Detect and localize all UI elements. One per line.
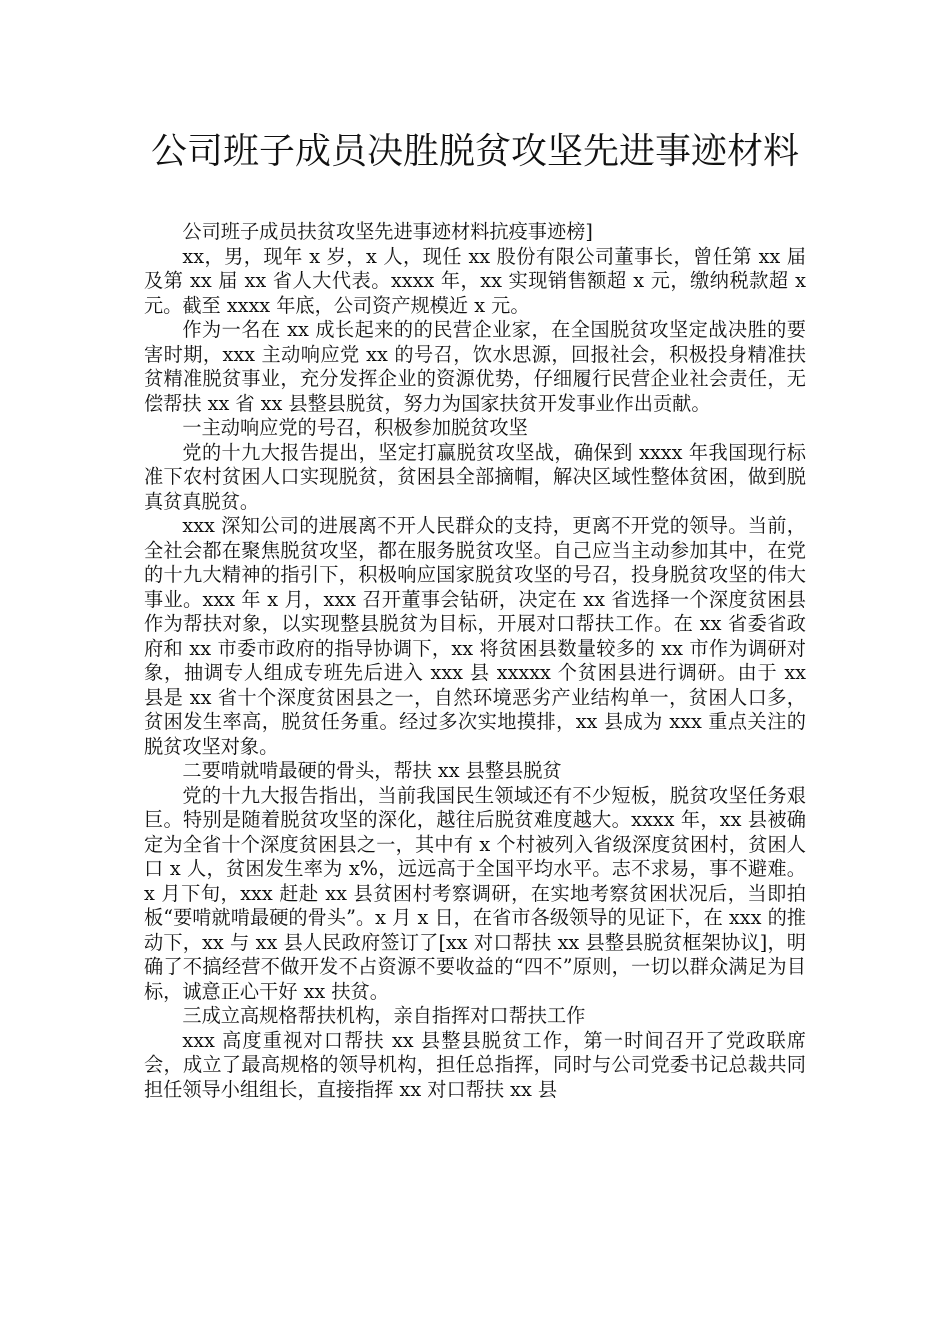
paragraph-overview: 作为一名在 xx 成长起来的的民营企业家，在全国脱贫攻坚定战决胜的要害时期，xxx 主动响应党 xx 的号召，饮水思源，回报社会，积极投身精准扶贫精准脱贫事业，充分发挥企业的资源优势，仔细履行民营企业社会责任，无偿帮扶 xx 省 xx 县整县脱贫，努力为国家扶贫开发事业作出贡献。	[144, 318, 806, 415]
section-heading-2: 二要啃就啃最硬的骨头，帮扶 xx 县整县脱贫	[182, 759, 562, 782]
paragraph-section-1a: 党的十九大报告提出，坚定打赢脱贫攻坚战，确保到 xxxx 年我国现行标准下农村贫困人口实现脱贫，贫困县全部摘帽，解决区域性整体贫困，做到脱真贫真脱贫。	[144, 440, 806, 513]
document-title: 公司班子成员决胜脱贫攻坚先进事迹材料	[150, 131, 799, 172]
document-body	[144, 220, 806, 1102]
paragraph-section-2: 党的十九大报告指出，当前我国民生领域还有不少短板，脱贫攻坚任务艰巨。特别是随着脱贫攻坚的深化，越往后脱贫难度越大。xxxx 年，xx 县被确定为全省十个深度贫困县之一，其中有 x 个村被列入省级深度贫困村，贫困人口 x 人，贫困发生率为 x%，远远高于全国平均水平。志不求易，事不避难。x 月下旬，xxx 赶赴 xx 县贫困村考察调研，在实地考察贫困状况后，当即拍板“要啃就啃最硬的骨头”。x 月 x 日，在省市各级领导的见证下，在 xxx 的推动下，xx 与 xx 县人民政府签订了[xx 对口帮扶 xx 县整县脱贫框架协议]，明确了不搞经营不做开发不占资源不要收益的“四不”原则，一切以群众满足为目标，诚意正心干好 xx 扶贫。	[144, 783, 806, 1003]
paragraph-intro: 公司班子成员扶贫攻坚先进事迹材料抗疫事迹榜]	[182, 220, 593, 243]
section-heading-3: 三成立高规格帮扶机构，亲自指挥对口帮扶工作	[182, 1004, 586, 1027]
paragraph-profile: xx，男，现年 x 岁，x 人，现任 xx 股份有限公司董事长，曾任第 xx 届及第 xx 届 xx 省人大代表。xxxx 年，xx 实现销售额超 x 元，缴纳税款超 x 元。截至 xxxx 年底，公司资产规模近 x 元。	[144, 244, 806, 317]
paragraph-section-1b: xxx 深知公司的进展离不开人民群众的支持，更离不开党的领导。当前，全社会都在聚焦脱贫攻坚，都在服务脱贫攻坚。自己应当主动参加其中，在党的十九大精神的指引下，积极响应国家脱贫攻坚的号召，投身脱贫攻坚的伟大事业。xxx 年 x 月，xxx 召开董事会钻研，决定在 xx 省选择一个深度贫困县作为帮扶对象，以实现整县脱贫为目标，开展对口帮扶工作。在 xx 省委省政府和 xx 市委市政府的指导协调下，xx 将贫困县数量较多的 xx 市作为调研对象，抽调专人组成专班先后进入 xxx 县 xxxxx 个贫困县进行调研。由于 xx 县是 xx 省十个深度贫困县之一，自然环境恶劣产业结构单一，贫困人口多，贫困发生率高，脱贫任务重。经过多次实地摸排，xx 县成为 xxx 重点关注的脱贫攻坚对象。	[144, 514, 806, 758]
section-heading-1: 一主动响应党的号召，积极参加脱贫攻坚	[182, 416, 528, 439]
paragraph-section-3: xxx 高度重视对口帮扶 xx 县整县脱贫工作，第一时间召开了党政联席会，成立了最高规格的领导机构，担任总指挥，同时与公司党委书记总裁共同担任领导小组组长，直接指挥 xx 对口帮扶 xx 县	[144, 1028, 806, 1101]
